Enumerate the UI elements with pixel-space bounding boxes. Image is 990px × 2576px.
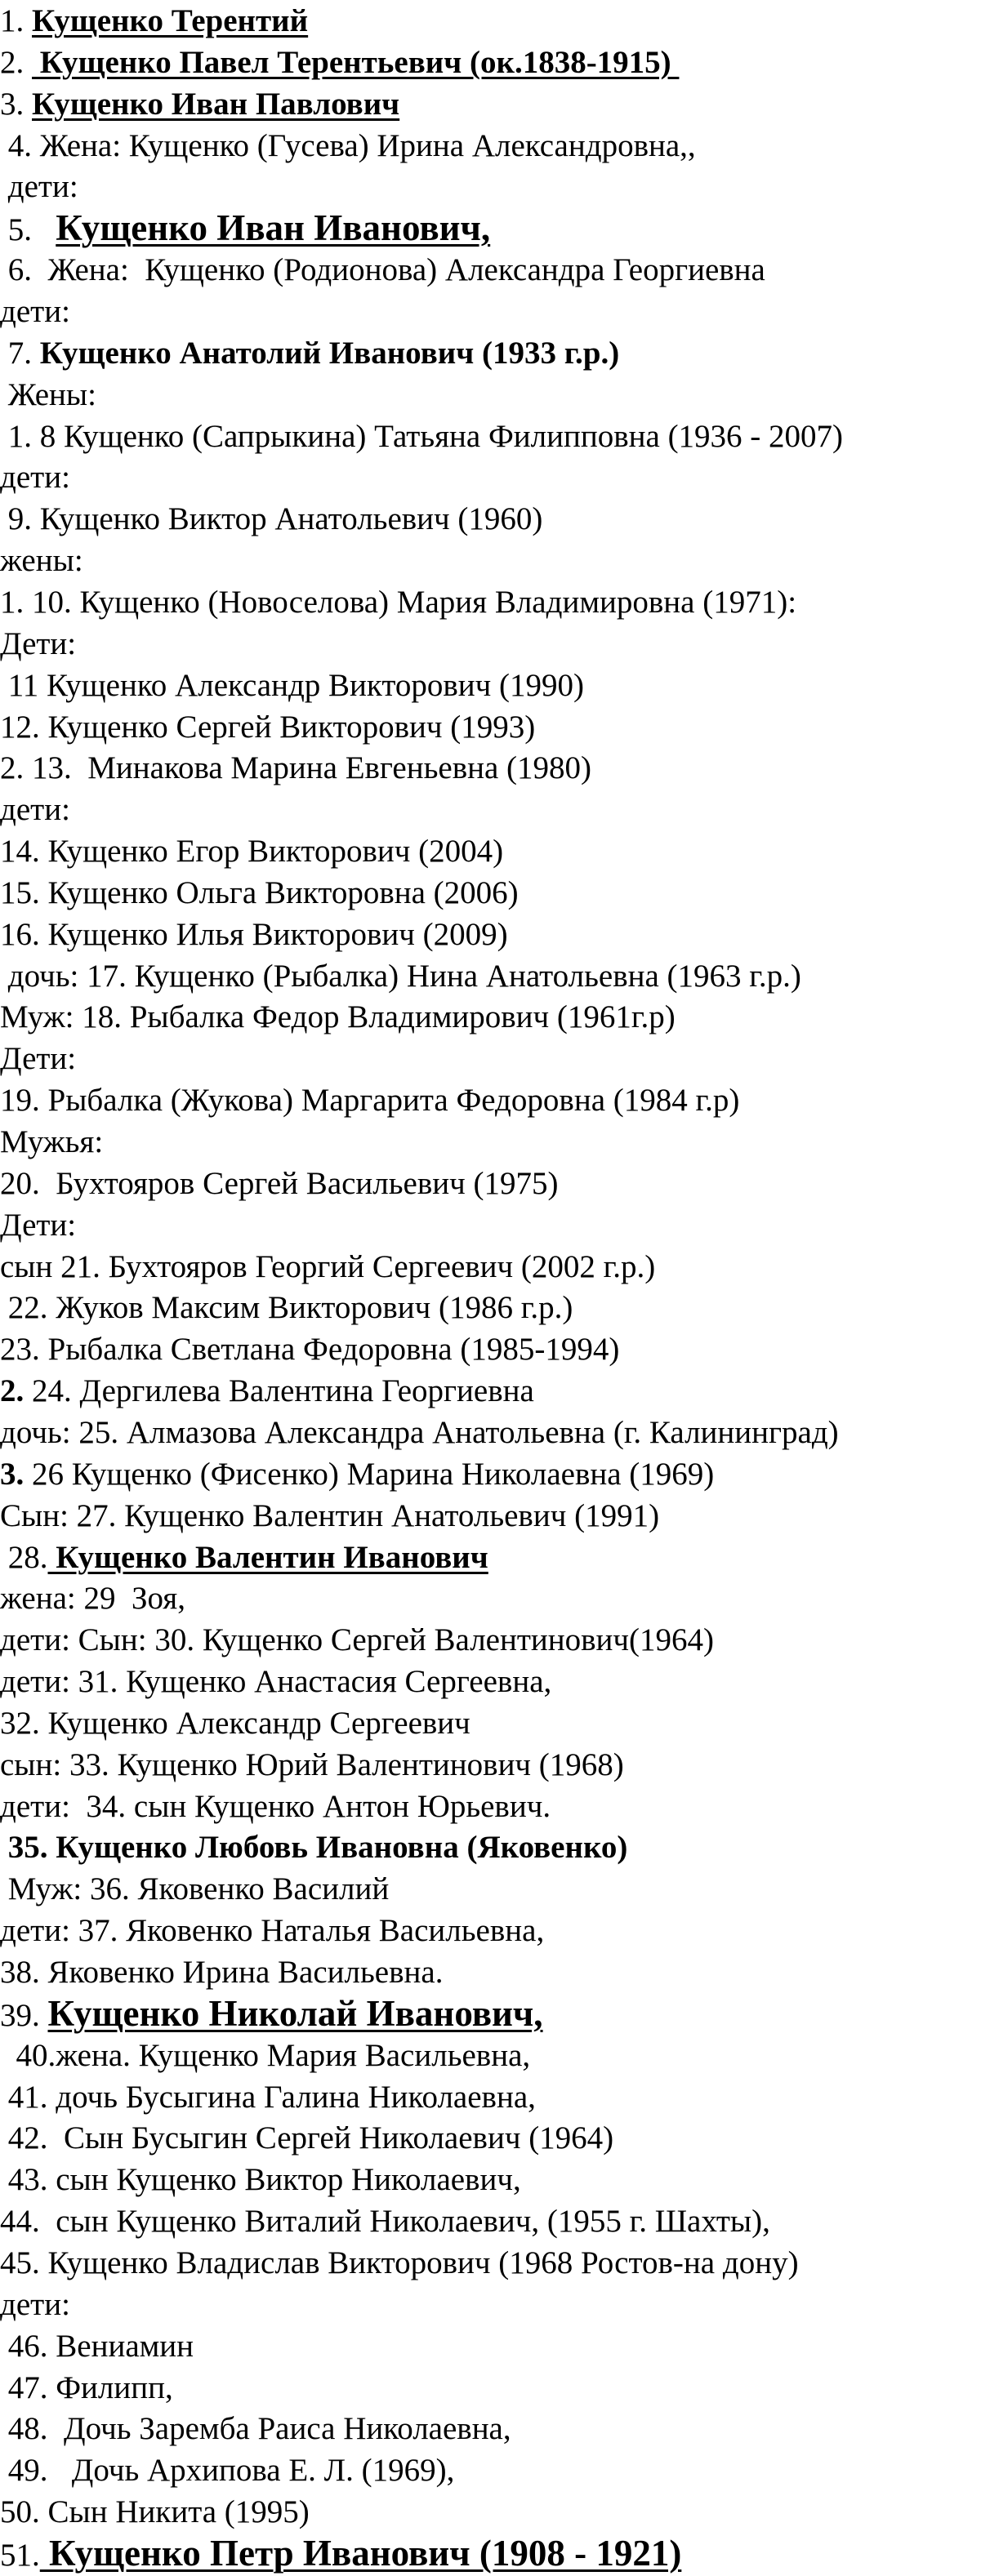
document-line [0, 1453, 714, 1495]
line-text: сын: 33. Кущенко Юрий Валентинович (1968) [0, 1746, 624, 1782]
document-line [0, 2035, 530, 2076]
document-line [0, 207, 490, 249]
document-line [0, 1619, 714, 1661]
document-line [0, 456, 70, 498]
line-text: 6. Жена: Кущенко (Родионова) Александра Георгиевна [0, 252, 765, 288]
document-line [0, 1826, 627, 1868]
line-text: дочь: 17. Кущенко (Рыбалка) Нина Анатольевна (1963 г.р.) [0, 958, 801, 994]
document-line [0, 1287, 573, 1328]
line-text: 43. сын Кущенко Виктор Николаевич, [0, 2162, 521, 2198]
document-line [0, 416, 843, 457]
line-text: Кущенко Павел Терентьевич (ок.1838-1915) [32, 44, 680, 80]
line-text: дети: [0, 792, 70, 828]
line-text: 51. [0, 2537, 40, 2573]
document-line [0, 332, 619, 374]
line-text: Кущенко Иван Павлович [32, 86, 400, 122]
document-line [0, 2491, 310, 2533]
document-line [0, 789, 70, 830]
document-line [0, 1744, 624, 1786]
line-text: дети: [0, 460, 70, 496]
document-line [0, 2367, 173, 2409]
line-text: 32. Кущенко Александр Сергеевич [0, 1705, 470, 1741]
line-text: 2. [0, 1373, 25, 1408]
line-text: 50. Сын Никита (1995) [0, 2494, 310, 2529]
line-text: Жены: [0, 376, 96, 412]
line-text: сын 21. Бухтояров Георгий Сергеевич (2002 г.р.) [0, 1248, 656, 1284]
document-line [0, 1495, 659, 1537]
document-line [0, 1163, 559, 1204]
line-text: 28. [0, 1539, 48, 1575]
line-text: Кущенко Петр Иванович (1908 - 1921) [39, 2532, 682, 2574]
line-text: 49. Дочь Архипова Е. Л. (1969), [0, 2453, 455, 2489]
line-text: дочь: 25. Алмазова Александра Анатольевна (г. Калининград) [0, 1414, 839, 1450]
line-text: дети: 37. Яковенко Наталья Васильевна, [0, 1913, 545, 1949]
document-line [0, 498, 542, 540]
line-text: Сын: 27. Кущенко Валентин Анатольевич (1991) [0, 1497, 660, 1533]
line-text: 22. Жуков Максим Викторович (1986 г.р.) [0, 1290, 573, 1326]
document-line [0, 2533, 681, 2574]
document-line [0, 1661, 551, 1702]
line-text: Кущенко Николай Иванович, [47, 1992, 543, 2034]
line-text: 2. [0, 44, 32, 80]
line-text: 47. Филипп, [0, 2369, 173, 2405]
document-line [0, 665, 584, 706]
document-line [0, 0, 308, 42]
document-line [0, 2242, 799, 2284]
document-line [0, 166, 78, 207]
document-line [0, 581, 796, 623]
document-line [0, 914, 508, 955]
document-line [0, 83, 399, 125]
line-text: 1. [0, 3, 32, 38]
document-line [0, 1537, 488, 1578]
line-text: 4. Жена: Кущенко (Гусева) Ирина Александровна,, [0, 127, 696, 163]
document-line [0, 2449, 454, 2491]
document-line [0, 249, 765, 291]
line-text: 15. Кущенко Ольга Викторовна (2006) [0, 874, 519, 910]
document-line [0, 706, 535, 748]
document-line [0, 1038, 76, 1079]
document-line [0, 623, 76, 665]
document-line [0, 125, 696, 167]
line-text: 38. Яковенко Ирина Васильевна. [0, 1955, 444, 1990]
line-text: Кущенко Иван Иванович, [56, 207, 491, 249]
line-text: 1. 8 Кущенко (Сапрыкина) Татьяна Филипповна (1936 - 2007) [0, 418, 844, 454]
line-text: 20. Бухтояров Сергей Васильевич (1975) [0, 1165, 559, 1201]
document-line [0, 374, 96, 416]
line-text: 45. Кущенко Владислав Викторович (1968 Ростов-на дону) [0, 2245, 799, 2280]
document-line [0, 1577, 185, 1619]
document-line [0, 1868, 389, 1910]
document-line [0, 1204, 76, 1246]
line-text: Мужья: [0, 1124, 104, 1159]
document-line [0, 2159, 521, 2200]
document-line [0, 1786, 551, 1827]
document-line [0, 1121, 103, 1163]
line-text: Муж: 18. Рыбалка Федор Владимирович (1961г.р) [0, 999, 676, 1035]
line-text: 1. 10. Кущенко (Новоселова) Мария Владимировна (1971): [0, 584, 797, 620]
line-text: 12. Кущенко Сергей Викторович (1993) [0, 709, 536, 745]
line-text: дети: [0, 293, 70, 329]
document-line [0, 291, 70, 332]
document-line [0, 872, 519, 914]
line-text: 42. Сын Бусыгин Сергей Николаевич (1964) [0, 2120, 614, 2156]
line-text: 19. Рыбалка (Жукова) Маргарита Федоровна (1984 г.р) [0, 1083, 740, 1119]
document-line [0, 42, 679, 83]
line-text: 3. [0, 86, 32, 122]
line-text: 2. 13. Минакова Марина Евгеньевна (1980) [0, 750, 592, 786]
document-line [0, 2284, 70, 2325]
line-text: 23. Рыбалка Светлана Федоровна (1985-1994) [0, 1332, 620, 1368]
line-text: 26 Кущенко (Фисенко) Марина Николаевна (1969) [24, 1456, 715, 1492]
document-line [0, 2117, 613, 2159]
document-line [0, 2200, 770, 2242]
line-text: дети: [0, 169, 78, 205]
document-line [0, 1370, 534, 1412]
line-text: Муж: 36. Яковенко Василий [0, 1871, 390, 1907]
document-line [0, 996, 676, 1038]
line-text: 5. [0, 212, 56, 248]
line-text: дети: Сын: 30. Кущенко Сергей Валентинович(1964) [0, 1622, 715, 1658]
document-line [0, 830, 503, 872]
document-line [0, 2408, 511, 2449]
line-text: дети: 31. Кущенко Анастасия Сергеевна, [0, 1664, 552, 1699]
line-text: 46. Вениамин [0, 2328, 194, 2364]
line-text: 7. [0, 335, 40, 371]
document-line [0, 2325, 194, 2367]
document-line [0, 747, 591, 789]
line-text: Дети: [0, 625, 77, 661]
line-text: 35. Кущенко Любовь Ивановна (Яковенко) [0, 1830, 628, 1866]
document-line [0, 1702, 470, 1744]
line-text: жены: [0, 543, 83, 579]
document-line [0, 540, 83, 581]
line-text: жена: 29 Зоя, [0, 1581, 185, 1617]
line-text: Дети: [0, 1207, 77, 1243]
line-text: 39. [0, 1997, 48, 2033]
line-text: Дети: [0, 1041, 77, 1077]
document-line [0, 1910, 544, 1951]
document-line [0, 1412, 839, 1453]
document-line [0, 1951, 443, 1993]
line-text: Кущенко Анатолий Иванович (1933 г.р.) [39, 335, 620, 371]
line-text: 3. [0, 1456, 25, 1492]
line-text: 44. сын Кущенко Виталий Николаевич, (1955 г. Шахты), [0, 2204, 770, 2240]
line-text: Кущенко Терентий [32, 3, 309, 38]
document-line [0, 1246, 655, 1288]
line-text: Кущенко Валентин Иванович [47, 1539, 488, 1575]
line-text: 11 Кущенко Александр Викторович (1990) [0, 667, 585, 703]
document-line [0, 2076, 536, 2118]
document-line [0, 1328, 619, 1370]
line-text: 9. Кущенко Виктор Анатольевич (1960) [0, 501, 543, 537]
document-line [0, 955, 801, 997]
document-line [0, 1993, 543, 2035]
line-text: 41. дочь Бусыгина Галина Николаевна, [0, 2079, 536, 2115]
line-text: 16. Кущенко Илья Викторович (2009) [0, 916, 508, 952]
line-text: 24. Дергилева Валентина Георгиевна [24, 1373, 534, 1408]
line-text: дети: 34. сын Кущенко Антон Юрьевич. [0, 1788, 551, 1824]
line-text: 48. Дочь Заремба Раиса Николаевна, [0, 2411, 511, 2447]
line-text: дети: [0, 2286, 70, 2322]
line-text: 14. Кущенко Егор Викторович (2004) [0, 834, 504, 869]
document-line [0, 1079, 739, 1121]
line-text: 40.жена. Кущенко Мария Васильевна, [0, 2037, 531, 2073]
